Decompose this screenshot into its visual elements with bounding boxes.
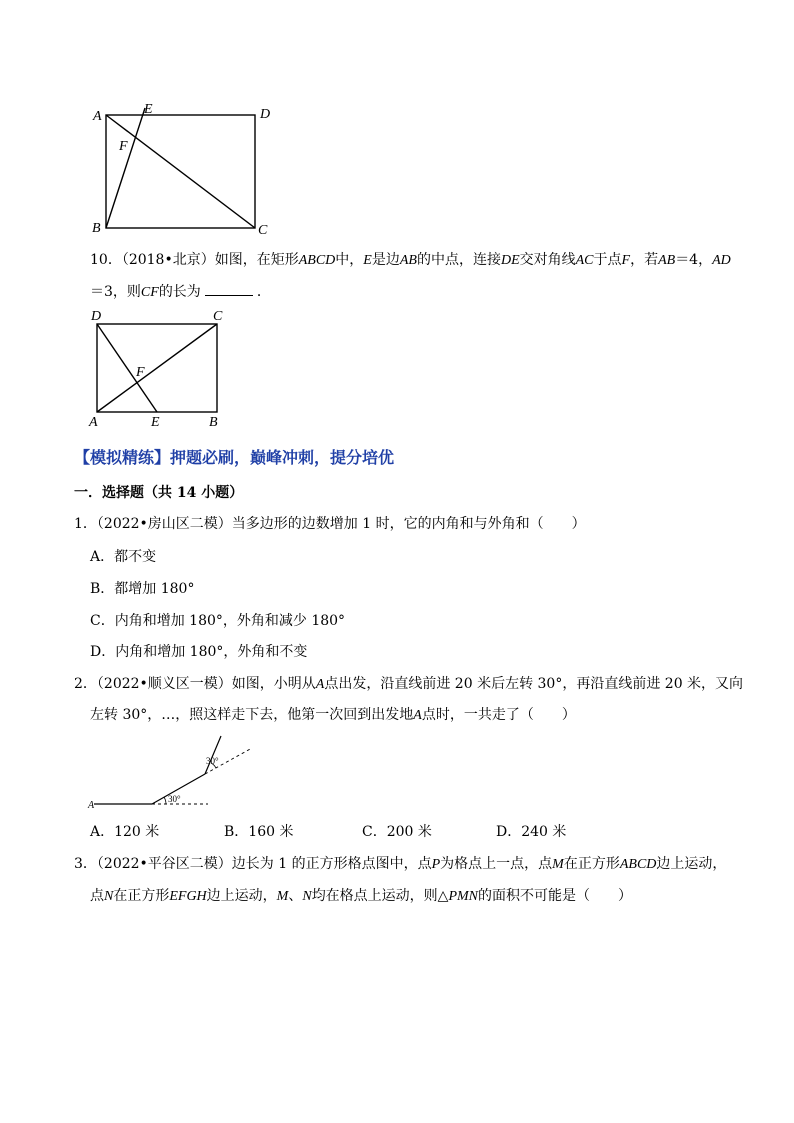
label-A: A (89, 415, 98, 430)
label-B: B (209, 415, 218, 430)
label-E: E (144, 102, 153, 117)
angle-label-1: 30° (168, 794, 181, 804)
question-1-option-b: B．都增加 180° (90, 581, 195, 597)
label-A: A (88, 800, 95, 811)
part-heading: 一．选择题（共 14 小题） (74, 485, 244, 501)
question-3-line1: 3．（2022•平谷区二模）边长为 1 的正方形格点图中，点P为格点上一点，点M在正方形ABCD边上运动， (74, 856, 727, 872)
question-1-option-c: C．内角和增加 180°，外角和减少 180° (90, 613, 346, 629)
label-E: E (151, 415, 160, 430)
label-F: F (119, 139, 128, 154)
question-1-option-a: A．都不变 (90, 549, 157, 565)
angle-label-2: 30° (206, 756, 219, 766)
question-2-option-d: D．240 米 (496, 824, 567, 840)
figure-q10 (86, 306, 236, 430)
question-2-line2: 左转 30°，…，照这样走下去，他第一次回到出发地A点时，一共走了（ ） (90, 707, 576, 723)
question-1-stem: 1．（2022•房山区二模）当多边形的边数增加 1 时，它的内角和与外角和（ ） (74, 516, 586, 532)
figure-q2 (86, 732, 286, 812)
question-10-line1: 10．（2018•北京）如图，在矩形ABCD中，E是边AB的中点，连接DE交对角线AC于点F，若AB＝4，AD (90, 252, 731, 268)
section-heading: 【模拟精练】押题必刷，巅峰冲刺，提分培优 (74, 448, 395, 467)
question-2-line1: 2．（2022•顺义区一模）如图，小明从A点出发，沿直线前进 20 米后左转 30°，再沿直线前进 20 米，又向 (74, 676, 744, 692)
question-1-option-d: D．内角和增加 180°，外角和不变 (90, 644, 308, 660)
label-C: C (258, 223, 268, 238)
label-D: D (260, 107, 271, 122)
label-C: C (213, 309, 223, 324)
answer-blank (205, 283, 253, 296)
label-D: D (91, 309, 102, 324)
label-B: B (92, 221, 101, 236)
label-A: A (93, 109, 102, 124)
question-2-option-a: A．120 米 (90, 824, 160, 840)
question-3-line2: 点N在正方形EFGH边上运动，M、N均在格点上运动，则△PMN的面积不可能是（ ） (90, 888, 633, 904)
question-2-option-c: C．200 米 (362, 824, 432, 840)
question-2-option-b: B．160 米 (224, 824, 294, 840)
question-10-line2: ＝3，则CF的长为 ． (90, 284, 271, 300)
label-F: F (136, 365, 145, 380)
figure-q9 (88, 98, 278, 238)
